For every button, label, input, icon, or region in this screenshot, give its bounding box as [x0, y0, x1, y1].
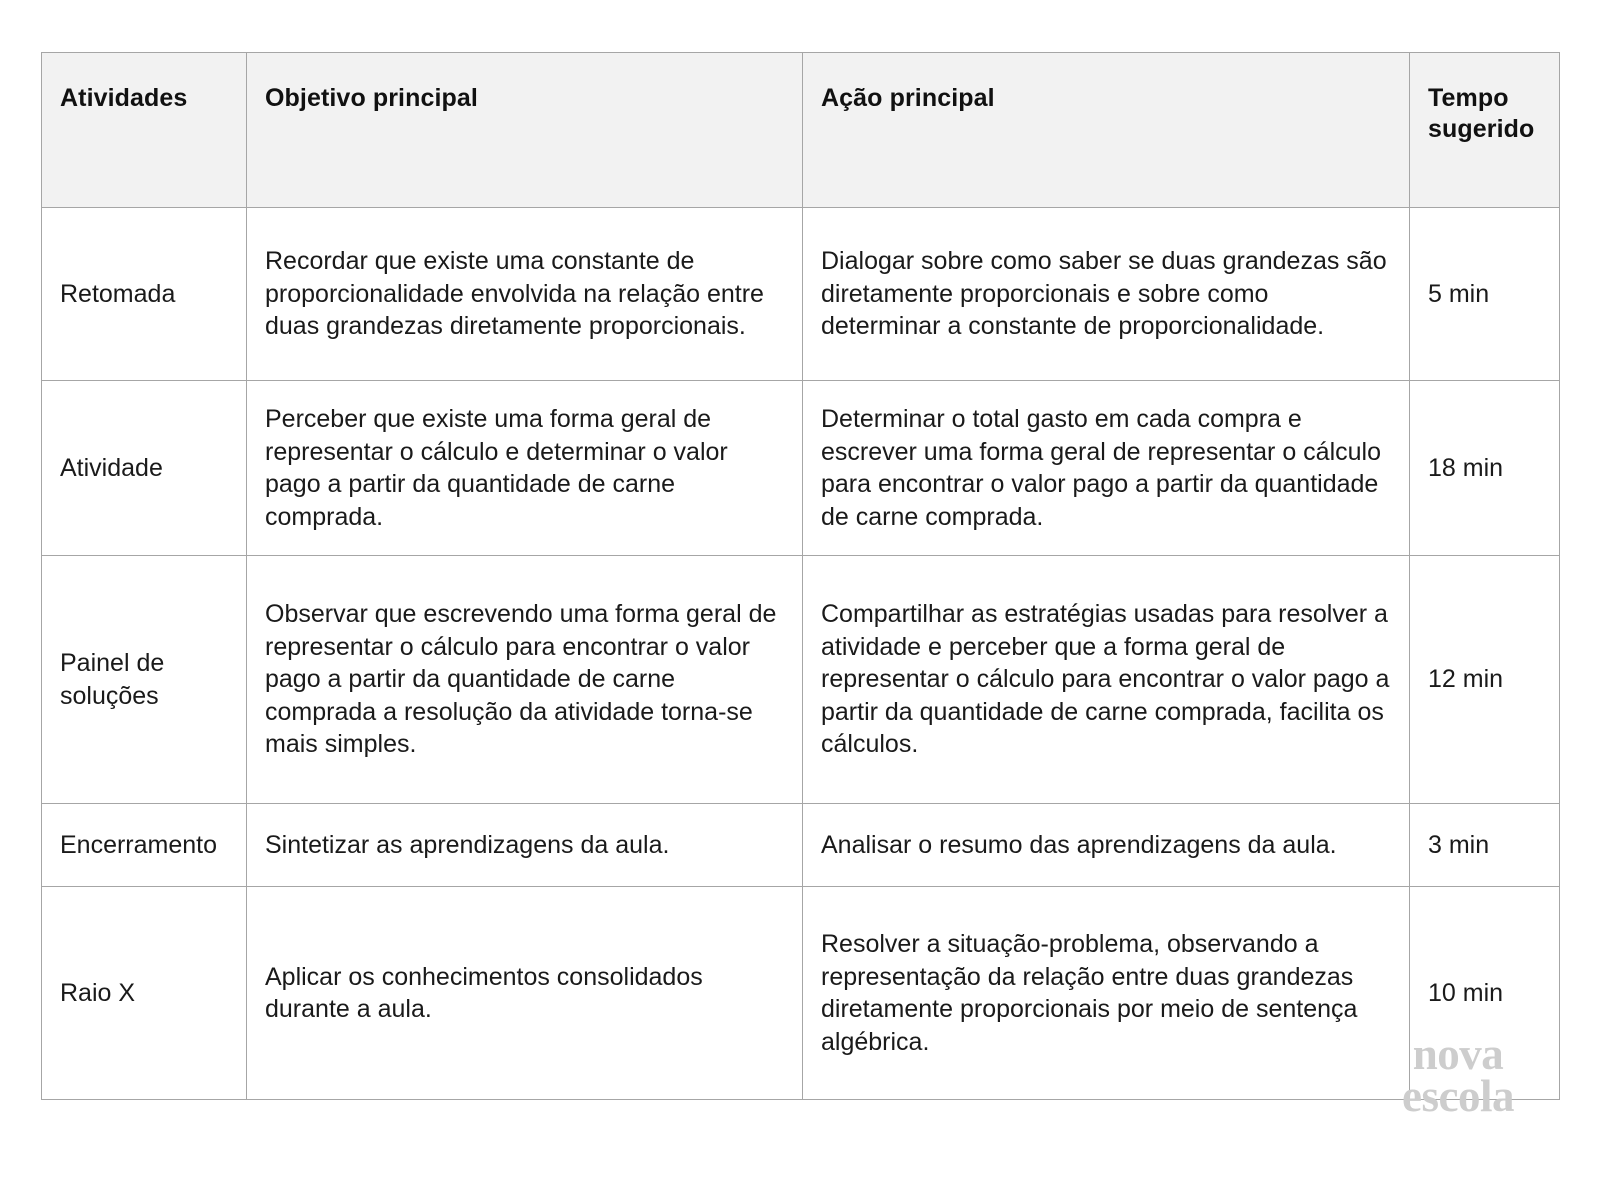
cell-objetivo: Aplicar os conhecimentos consolidados durante a aula.: [247, 887, 803, 1100]
cell-objetivo: Recordar que existe uma constante de proporcionalidade envolvida na relação entre duas grandezas diretamente proporcionais.: [247, 208, 803, 381]
cell-atividade: Atividade: [42, 381, 247, 556]
cell-tempo: 18 min: [1410, 381, 1560, 556]
cell-acao: Analisar o resumo das aprendizagens da aula.: [803, 804, 1410, 887]
table-body: [42, 208, 1560, 1100]
nova-escola-logo: [1358, 1029, 1558, 1121]
table-header-row: [42, 53, 1560, 208]
table-row: [42, 208, 1560, 381]
cell-acao: Determinar o total gasto em cada compra e escrever uma forma geral de representar o cálculo para encontrar o valor pago a partir da quantidade de carne comprada.: [803, 381, 1410, 556]
table-row: [42, 556, 1560, 804]
cell-acao: Compartilhar as estratégias usadas para resolver a atividade e perceber que a forma geral de representar o cálculo para encontrar o valor pago a partir da quantidade de carne comprada, facilita os cálculos.: [803, 556, 1410, 804]
cell-tempo: 5 min: [1410, 208, 1560, 381]
cell-objetivo: Observar que escrevendo uma forma geral de representar o cálculo para encontrar o valor pago a partir da quantidade de carne comprada a resolução da atividade torna-se mais simples.: [247, 556, 803, 804]
cell-tempo: 10 min: [1410, 887, 1560, 1100]
cell-atividade: Retomada: [42, 208, 247, 381]
column-header-atividades: Atividades: [42, 53, 247, 208]
column-header-acao-principal: Ação principal: [803, 53, 1410, 208]
cell-atividade: Encerramento: [42, 804, 247, 887]
cell-tempo: 12 min: [1410, 556, 1560, 804]
cell-atividade: Raio X: [42, 887, 247, 1100]
table-header: [42, 53, 1560, 208]
logo-line-nova: nova: [1412, 1029, 1504, 1079]
cell-objetivo: Sintetizar as aprendizagens da aula.: [247, 804, 803, 887]
lesson-plan-table: [41, 52, 1560, 1100]
cell-acao: Resolver a situação-problema, observando a representação da relação entre duas grandezas diretamente proporcionais por meio de sentença algébrica.: [803, 887, 1410, 1100]
table-row: [42, 887, 1560, 1100]
table-row: [42, 381, 1560, 556]
cell-tempo: 3 min: [1410, 804, 1560, 887]
column-header-tempo-sugerido: Tempo sugerido: [1410, 53, 1560, 208]
cell-acao: Dialogar sobre como saber se duas grandezas são diretamente proporcionais e sobre como determinar a constante de proporcionalidade.: [803, 208, 1410, 381]
cell-atividade: Painel de soluções: [42, 556, 247, 804]
cell-objetivo: Perceber que existe uma forma geral de representar o cálculo e determinar o valor pago a partir da quantidade de carne comprada.: [247, 381, 803, 556]
logo-line-escola: escola: [1402, 1070, 1514, 1121]
table-row: [42, 804, 1560, 887]
column-header-objetivo-principal: Objetivo principal: [247, 53, 803, 208]
